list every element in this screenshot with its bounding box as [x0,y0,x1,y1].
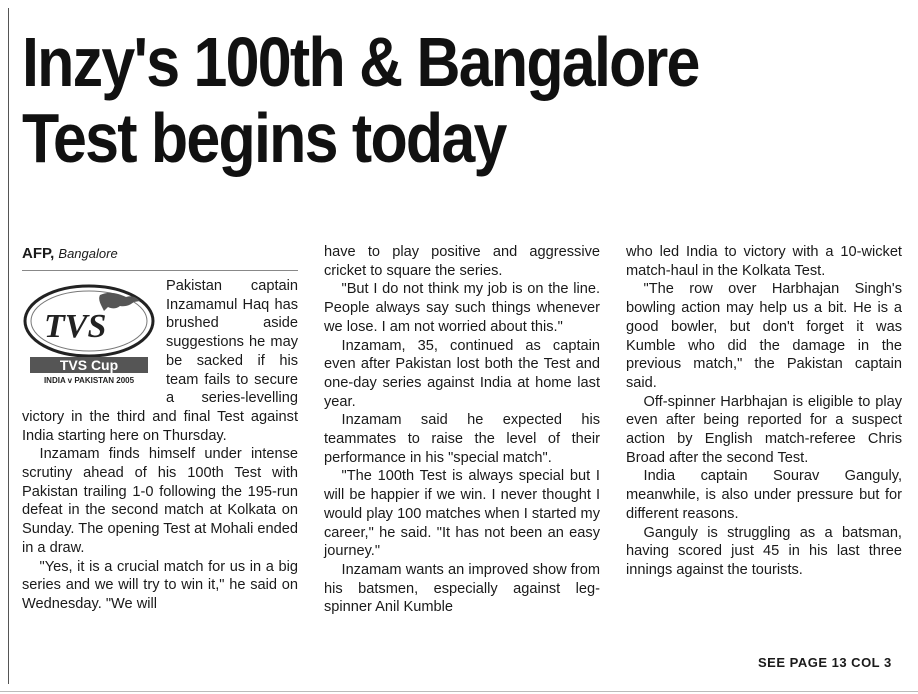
article-column-3 [626,243,902,580]
article-headline [22,24,788,176]
paragraph: "The 100th Test is always special but I will be happier if we win. I never thought I would play 100 matches when I started my career," he said. "It has not been an easy journey." [324,468,600,560]
logo-series-text: INDIA v PAKISTAN 2005 [43,376,135,385]
byline-rule [22,270,298,271]
byline-place: Bangalore [58,246,118,261]
paragraph: Inzamam finds himself under intense scrutiny ahead of his 100th Test with Pakistan trailing 1-0 following the 195-run defeat in the second match at Kolkata on Sunday. The opening Test at Mohali ended in a draw. [22,446,298,556]
paragraph: Pakistan captain Inzamamul Haq has brushed aside suggestions he may be sacked if his team fails to secure a series-levelling victory in the third and final Test against India starting here on Thursday. [22,278,298,444]
byline [22,244,298,264]
logo-brand-text: TVS [44,308,107,345]
continuation-jump: SEE PAGE 13 COL 3 [758,655,892,670]
headline-line-1: Inzy's 100th & Bangalore [22,23,699,101]
paragraph: "The row over Harbhajan Singh's bowling action may help us a bit. He is a good bowler, but don't forget it was Kumble who did the damage in the previous match," the Pakistan captain said. [626,281,902,391]
paragraph: "Yes, it is a crucial match for us in a big series and we will try to win it," he said on Wednesday. "We will [22,558,298,612]
paragraph: Inzamam said he expected his teammates to raise the level of their performance in his "special match". [324,412,600,466]
column-rule-left [8,8,9,684]
page-bottom-rule [0,691,918,692]
article-column-1 [22,244,298,614]
paragraph: have to play positive and aggressive cricket to square the series. [324,244,600,279]
headline-line-2: Test begins today [22,99,506,177]
paragraph: India captain Sourav Ganguly, meanwhile, is also under pressure but for different reasons. [626,468,902,522]
tvs-cup-logo [22,281,156,387]
article-column-2 [324,243,600,617]
byline-agency: AFP, [22,245,55,262]
paragraph: Ganguly is struggling as a batsman, having scored just 45 in his last three innings against the tourists. [626,524,902,578]
paragraph: who led India to victory with a 10-wicket match-haul in the Kolkata Test. [626,244,902,279]
paragraph: Inzamam, 35, continued as captain even after Pakistan lost both the Test and one-day series against India at home last year. [324,337,600,410]
paragraph: Off-spinner Harbhajan is eligible to play even after being reported for a suspect action by English match-referee Chris Broad after the second Test. [626,393,902,466]
tvs-cup-logo-graphic [22,281,156,387]
paragraph: "But I do not think my job is on the line. People always say such things whenever we lose. I am not worried about this." [324,281,600,335]
logo-cup-text: TVS Cup [59,357,119,373]
paragraph: Inzamam wants an improved show from his batsmen, especially against leg-spinner Anil Kumble [324,561,600,616]
